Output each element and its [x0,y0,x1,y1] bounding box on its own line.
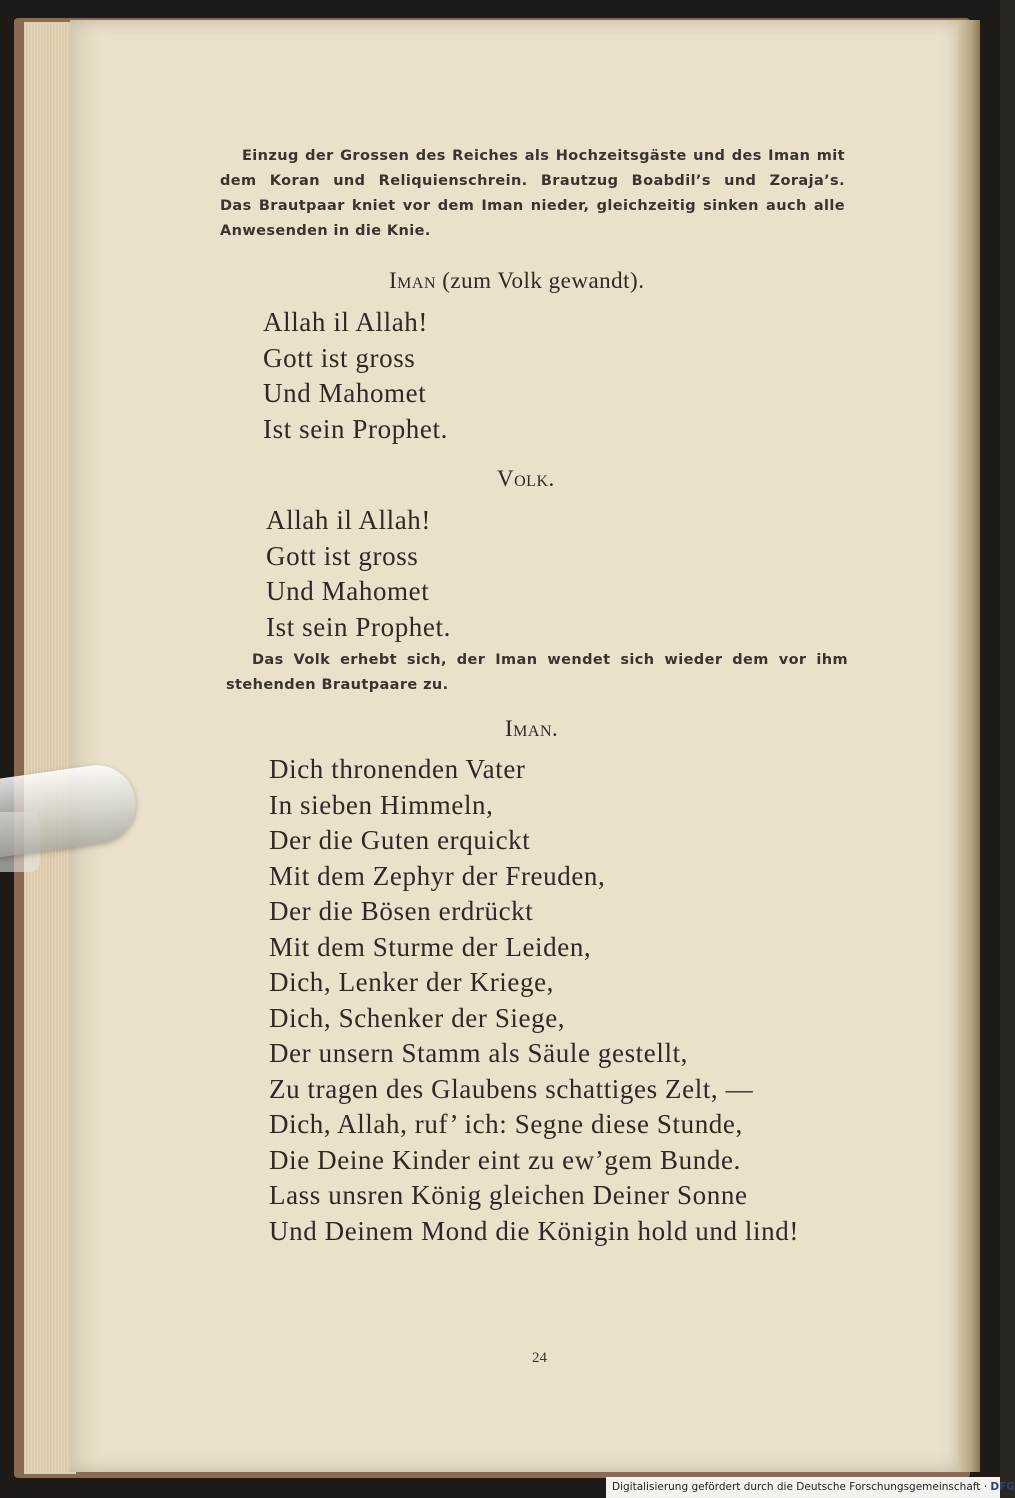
speaker-note: (zum Volk gewandt). [442,268,645,293]
verse-line: Ist sein Prophet. [266,611,451,642]
verse-line: Dich thronenden Vater [269,754,526,784]
speaker-name: Iman [389,268,436,293]
stage-line: stehenden Brautpaare zu. [226,677,449,693]
speaker-name: Iman. [505,716,559,741]
stage-line: dem Koran und Reliquienschrein. Brautzug Boabdil’s und Zoraja’s. [220,173,845,189]
verse-line: Dich, Schenker der Siege, [269,1002,566,1033]
speaker-name: Volk. [497,466,555,491]
verse-line: Und Mahomet [266,576,430,606]
verse-line: Der unsern Stamm als Säule gestellt, [269,1038,689,1068]
verse-line: Allah il Allah! [263,307,428,337]
stage-direction-2 [226,648,848,698]
speaker-heading [389,268,644,294]
dfg-logo: DFG [990,1481,1015,1493]
stage-direction-1 [220,144,845,244]
verse-block-1 [263,305,448,447]
page-edges [24,22,76,1474]
stage-line: Anwesenden in die Knie. [220,223,431,239]
verse-line: Gott ist gross [266,540,419,571]
verse-line: Und Deinem Mond die Königin hold und lind! [269,1215,799,1246]
right-page-edge [958,20,980,1472]
verse-block-3 [269,752,799,1249]
verse-line: Die Deine Kinder eint zu ew’gem Bunde. [269,1144,741,1175]
stage-line: Das Brautpaar kniet vor dem Iman nieder, gleichzeitig sinken auch alle [220,198,845,214]
verse-line: Lass unsren König gleichen Deiner Sonne [269,1180,748,1210]
verse-line: Allah il Allah! [266,505,431,535]
footer-text: Digitalisierung gefördert durch die Deutsche Forschungsgemeinschaft · [612,1481,988,1493]
verse-line: Und Mahomet [263,378,427,408]
verse-line: Gott ist gross [263,342,416,373]
speaker-heading [505,716,558,742]
verse-line: In sieben Himmeln, [269,789,494,820]
verse-line: Mit dem Sturme der Leiden, [269,931,592,962]
verse-line: Der die Bösen erdrückt [269,896,534,926]
verse-block-2 [266,503,451,645]
verse-line: Mit dem Zephyr der Freuden, [269,860,606,891]
verse-line: Der die Guten erquickt [269,825,531,855]
verse-line: Dich, Lenker der Kriege, [269,967,555,997]
stage-line: Einzug der Grossen des Reiches als Hochzeitsgäste und des Iman mit [242,148,845,164]
speaker-heading [497,466,555,492]
page-number: 24 [532,1350,547,1366]
verse-line: Dich, Allah, ruf’ ich: Segne diese Stunde, [269,1109,743,1139]
stage-line: Das Volk erhebt sich, der Iman wendet sich wieder dem vor ihm [252,652,848,668]
verse-line: Zu tragen des Glaubens schattiges Zelt, — [269,1073,754,1104]
digitization-footer [606,1477,1015,1498]
verse-line: Ist sein Prophet. [263,413,448,444]
